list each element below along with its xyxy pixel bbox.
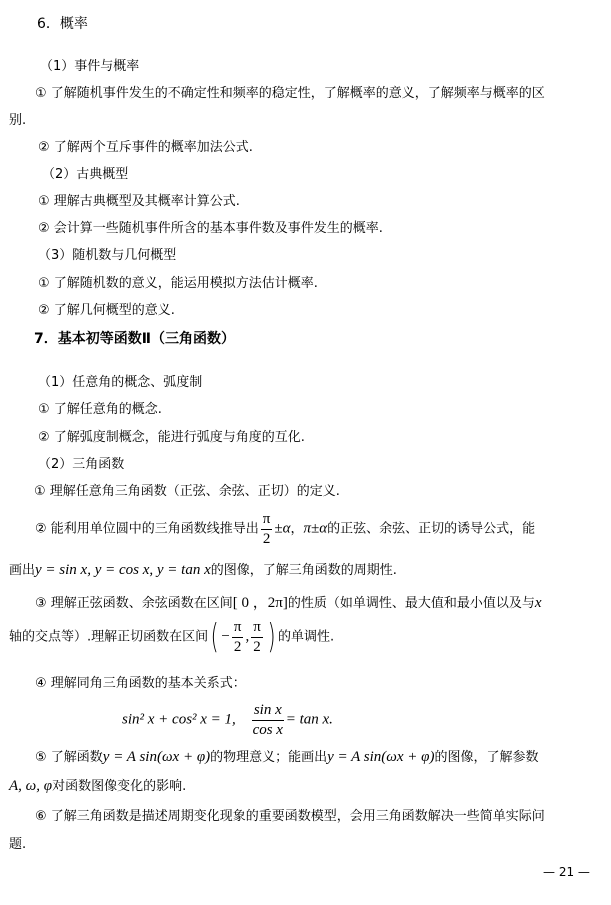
text: 的图像，了解三角函数的周期性. — [210, 563, 397, 578]
fraction-pi-over-2 — [261, 511, 273, 547]
math-interval: [ 0 ，2π] — [232, 595, 288, 611]
math: − — [221, 628, 230, 645]
math-parameters: A, ω, φ — [9, 778, 53, 794]
math: π±α — [303, 520, 328, 537]
math-pythagorean-identity: sin² x + cos² x = 1, — [122, 711, 236, 728]
text: ③ 理解正弦函数、余弦函数在区间 — [35, 596, 233, 611]
list-item: ② 了解两个互斥事件的概率加法公式. — [38, 140, 253, 155]
denominator: 2 — [262, 530, 271, 547]
page-number: — 21 — — [543, 865, 590, 879]
list-item: ① 理解任意角三角函数（正弦、余弦、正切）的定义. — [34, 484, 340, 499]
subsection-trig-functions: （2）三角函数 — [38, 457, 125, 472]
text: ， — [290, 521, 304, 537]
list-item-continuation: 别. — [9, 113, 27, 128]
left-paren: ( — [210, 617, 219, 657]
text: 的单调性. — [278, 629, 335, 645]
math: x — [534, 595, 542, 611]
text: ⑤ 了解函数 — [35, 750, 103, 765]
numerator: π — [251, 619, 263, 638]
numerator: π — [232, 619, 244, 638]
text: 的性质（如单调性、最大值和最小值以及与 — [287, 596, 535, 611]
subsection-events-probability: （1）事件与概率 — [40, 59, 140, 74]
text: 的物理意义；能画出 — [210, 750, 328, 765]
fraction-pi-over-2 — [232, 619, 244, 655]
math: ±α — [274, 520, 291, 537]
text: 对函数图像变化的影响. — [52, 779, 187, 794]
right-paren: ) — [267, 617, 276, 657]
text: 的正弦、余弦、正切的诱导公式，能 — [327, 521, 536, 537]
list-item: ② 会计算一些随机事件所含的基本事件数及事件发生的概率. — [38, 221, 383, 236]
list-item-sine-cosine-properties — [35, 596, 542, 611]
denominator: 2 — [253, 638, 261, 655]
list-item-induction-formulas — [35, 511, 535, 547]
list-item: ④ 理解同角三角函数的基本关系式： — [35, 676, 246, 691]
math-trig-functions: y = sin x, y = cos x, y = tan x — [35, 562, 211, 578]
fraction-sin-over-cos — [252, 702, 284, 738]
list-item-continuation — [9, 619, 334, 655]
list-item-continuation — [9, 779, 186, 794]
formula-trig-identities — [122, 702, 333, 738]
list-item: ① 了解随机事件发生的不确定性和频率的稳定性，了解概率的意义，了解频率与概率的区 — [35, 86, 545, 101]
list-item: ① 了解任意角的概念. — [38, 402, 162, 417]
denominator: cos x — [252, 721, 283, 738]
list-item: ② 了解几何概型的意义. — [38, 303, 175, 318]
section-6-title: 6．概率 — [37, 16, 88, 32]
text: 轴的交点等）.理解正切函数在区间 — [9, 629, 209, 645]
math-sinusoid: y = A sin(ωx + φ) — [102, 749, 211, 765]
text: ② 能利用单位圆中的三角函数线推导出 — [35, 521, 259, 537]
list-item-sinusoid — [35, 750, 538, 765]
list-item: ⑥ 了解三角函数是描述周期变化现象的重要函数模型，会用三角函数解决一些简单实际问 — [35, 809, 545, 824]
subsection-arbitrary-angles: （1）任意角的概念、弧度制 — [38, 375, 203, 390]
math-sinusoid: y = A sin(ωx + φ) — [327, 749, 435, 765]
section-7-title: 7．基本初等函数Ⅱ（三角函数） — [34, 331, 235, 347]
list-item: ① 理解古典概型及其概率计算公式. — [38, 194, 240, 209]
numerator: π — [261, 511, 273, 530]
math: , — [245, 628, 250, 645]
math: = tan x. — [285, 711, 333, 728]
subsection-random-numbers: （3）随机数与几何概型 — [38, 248, 177, 263]
fraction-pi-over-2 — [251, 619, 263, 655]
text: 的图像，了解参数 — [434, 750, 539, 765]
list-item: ① 了解随机数的意义，能运用模拟方法估计概率. — [38, 276, 318, 291]
subsection-classical-probability: （2）古典概型 — [42, 167, 129, 182]
list-item: ② 了解弧度制概念，能进行弧度与角度的互化. — [38, 430, 305, 445]
list-item-continuation: 题. — [9, 837, 27, 852]
text: 画出 — [9, 563, 36, 578]
numerator: sin x — [252, 702, 284, 721]
denominator: 2 — [233, 638, 242, 655]
list-item-continuation — [9, 563, 397, 578]
